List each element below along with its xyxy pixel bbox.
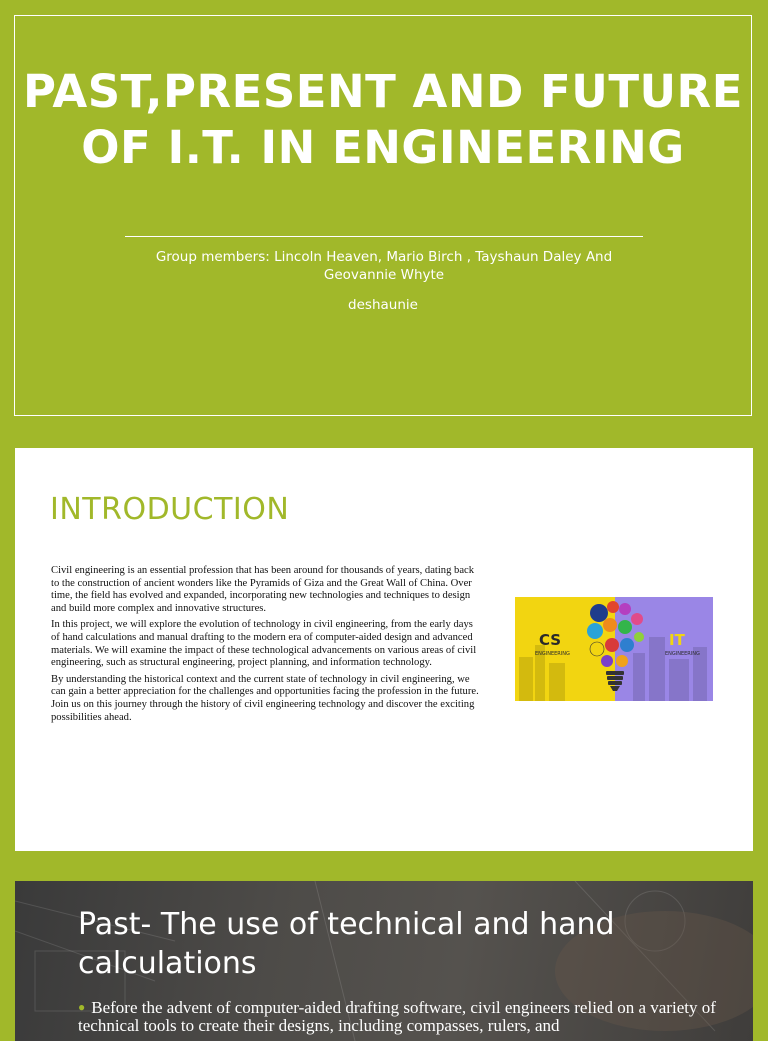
past-bullet-text: Before the advent of computer-aided drafting software, civil engineers relied on a variety of technical tools to create their designs, including compasses, rulers, and [78,998,716,1035]
past-bullet-item [78,998,718,1035]
past-slide [15,881,753,1041]
slide-title: PAST,PRESENT AND FUTURE OF I.T. IN ENGINEERING [23,65,743,174]
intro-body [51,565,481,728]
intro-paragraph: By understanding the historical context and the current state of technology in civil engineering, we can gain a better appreciation for the challenges and opportunities facing the profession in the future. Join us on this journey through the history of civil engineering technology and discover the exciting possibilities ahead. [51,673,479,723]
bullet-icon: ● [78,1000,86,1014]
cs-sub-label: ENGINEERING [535,651,570,657]
it-label: IT [669,631,685,649]
it-sub-label: ENGINEERING [665,651,700,657]
slide-subtitle: Group members: Lincoln Heaven, Mario Birch , Tayshaun Daley And Geovannie Whyte [155,249,613,283]
introduction-slide [15,448,753,851]
cs-it-engineering-image [515,597,713,701]
title-slide [14,15,752,416]
past-heading: Past- The use of technical and hand calculations [78,907,615,981]
intro-heading: INTRODUCTION [50,492,290,527]
author-name: deshaunie [348,297,418,313]
title-divider [125,236,643,237]
intro-paragraph: Civil engineering is an essential profession that has been around for thousands of years, dating back to the construction of ancient wonders like the Pyramids of Giza and the Great Wall of China. Over time, the field has evolved and expanded, incorporating new technologies and techniques to design and build more complex and innovative structures. [51,565,475,614]
intro-paragraph: In this project, we will explore the evolution of technology in civil engineering, from the early days of hand calculations and manual drafting to the modern era of computer-aided design and advanced materials. We will examine the impact of these technological advancements on various areas of civil engineering, such as structural engineering, project planning, and information technology. [51,619,477,669]
cs-label: CS [539,631,562,649]
